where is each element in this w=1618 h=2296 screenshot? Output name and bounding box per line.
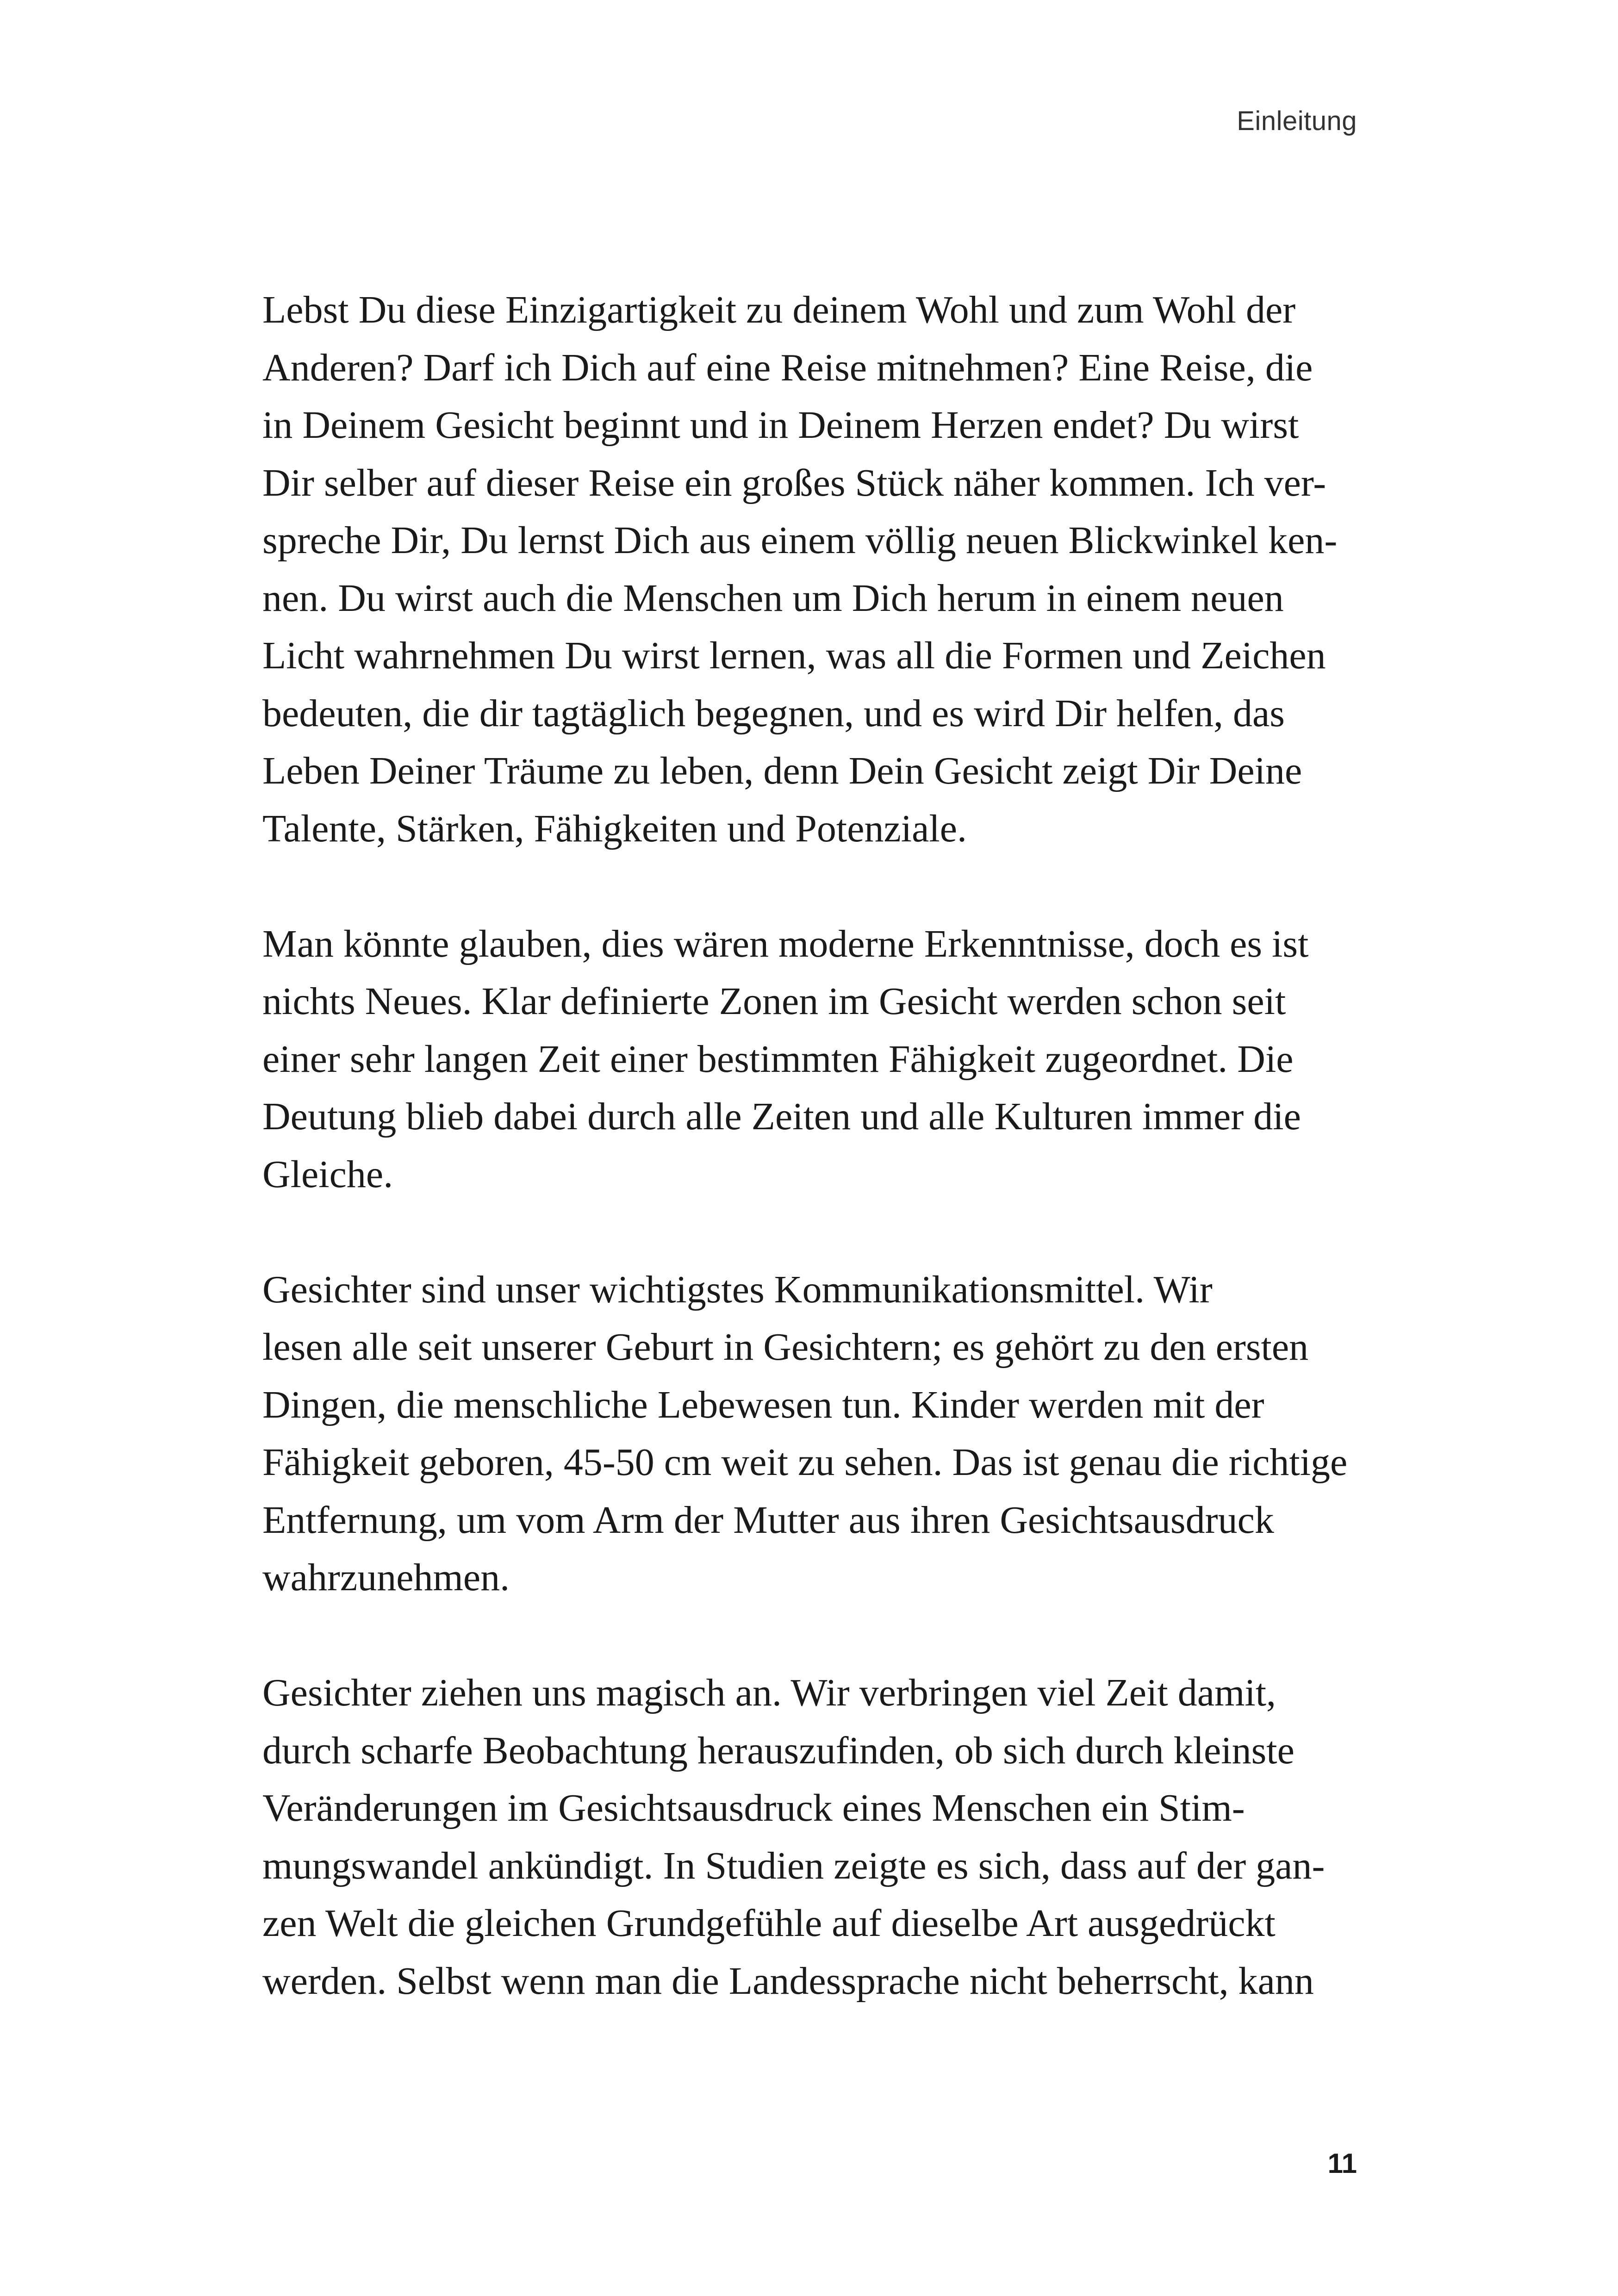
paragraph [262, 1664, 1364, 2010]
body-text [262, 281, 1364, 2010]
text-line: Veränderungen im Gesichtsausdruck eines Menschen ein Stim- [262, 1786, 1245, 1829]
text-line: bedeuten, die dir tagtäglich begegnen, und es wird Dir helfen, das [262, 691, 1285, 735]
text-line: Lebst Du diese Einzigartigkeit zu deinem Wohl und zum Wohl der [262, 288, 1296, 331]
text-line: zen Welt die gleichen Grundgefühle auf dieselbe Art ausgedrückt [262, 1902, 1276, 1945]
text-line: Gesichter sind unser wichtigstes Kommunikationsmittel. Wir [262, 1268, 1213, 1311]
text-line: Dingen, die menschliche Lebewesen tun. Kinder werden mit der [262, 1383, 1264, 1426]
text-line: Fähigkeit geboren, 45-50 cm weit zu sehen. Das ist genau die richtige [262, 1441, 1348, 1484]
text-line: nichts Neues. Klar definierte Zonen im Gesicht werden schon seit [262, 980, 1286, 1023]
text-line: in Deinem Gesicht beginnt und in Deinem Herzen endet? Du wirst [262, 404, 1299, 447]
text-line: Leben Deiner Träume zu leben, denn Dein Gesicht zeigt Dir Deine [262, 749, 1302, 792]
text-line: Licht wahrnehmen Du wirst lernen, was all die Formen und Zeichen [262, 634, 1326, 677]
text-line: mungswandel ankündigt. In Studien zeigte es sich, dass auf der gan- [262, 1844, 1325, 1887]
page-number: 11 [1327, 2148, 1357, 2179]
running-head: Einleitung [1237, 106, 1357, 136]
text-line: Dir selber auf dieser Reise ein großes Stück näher kommen. Ich ver- [262, 461, 1326, 504]
paragraph [262, 915, 1364, 1204]
text-line: werden. Selbst wenn man die Landessprache nicht beherrscht, kann [262, 1959, 1314, 2003]
paragraph [262, 281, 1364, 858]
text-line: wahrzunehmen. [262, 1556, 510, 1599]
text-line: Anderen? Darf ich Dich auf eine Reise mitnehmen? Eine Reise, die [262, 346, 1313, 389]
text-line: Gleiche. [262, 1152, 393, 1196]
text-line: einer sehr langen Zeit einer bestimmten Fähigkeit zugeordnet. Die [262, 1037, 1294, 1081]
text-line: Man könnte glauben, dies wären moderne Erkenntnisse, doch es ist [262, 922, 1309, 965]
text-line: Entfernung, um vom Arm der Mutter aus ihren Gesichtsausdruck [262, 1498, 1274, 1542]
text-line: Gesichter ziehen uns magisch an. Wir verbringen viel Zeit damit, [262, 1671, 1276, 1714]
text-line: nen. Du wirst auch die Menschen um Dich herum in einem neuen [262, 576, 1284, 620]
text-line: Deutung blieb dabei durch alle Zeiten und alle Kulturen immer die [262, 1095, 1301, 1138]
text-line: spreche Dir, Du lernst Dich aus einem völlig neuen Blickwinkel ken- [262, 519, 1338, 562]
text-line: lesen alle seit unserer Geburt in Gesichtern; es gehört zu den ersten [262, 1325, 1309, 1369]
paragraph [262, 1261, 1364, 1607]
text-line: Talente, Stärken, Fähigkeiten und Potenziale. [262, 807, 967, 850]
text-line: durch scharfe Beobachtung herauszufinden, ob sich durch kleinste [262, 1729, 1294, 1772]
